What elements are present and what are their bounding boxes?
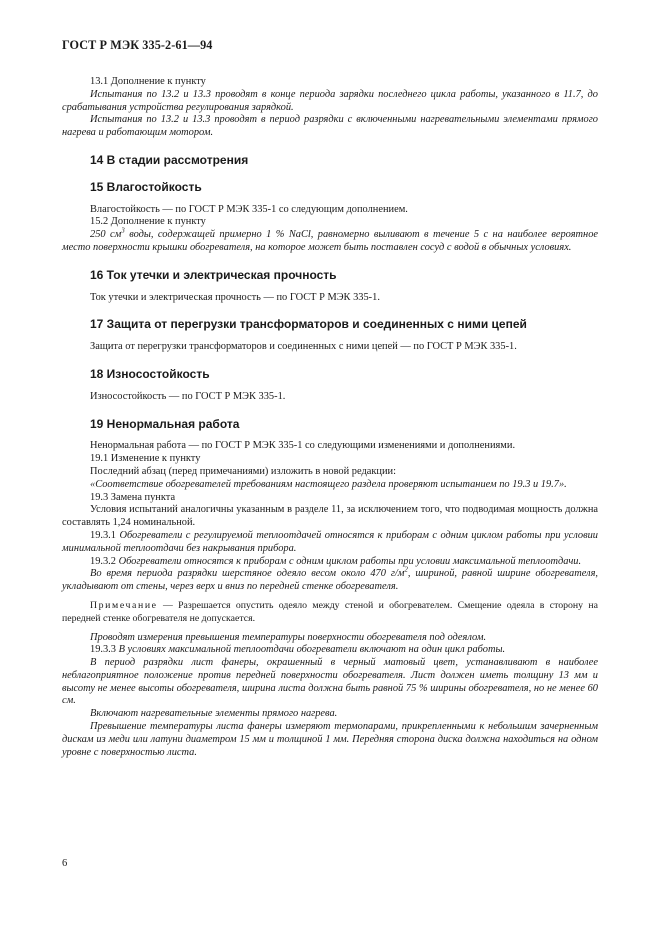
section-16-text: Ток утечки и электрическая прочность — по ГОСТ Р МЭК 335-1.: [90, 291, 380, 303]
clause-19-3-1: 19.3.1 Обогреватели с регулируемой теплоотдачей относятся к приборам с одним циклом работы при условии минимальной теплоотдачи без накрывания прибора.: [62, 529, 599, 554]
clause-19-3-3-thermocouples: Превышение температуры листа фанеры измеряют термопарами, прикрепленными к небольшим зачерненным дискам из меди или латуни диаметром 15 мм и толщиной 1 мм. Передняя сторона диска должна находиться на одном уровне с поверхностью листа.: [62, 721, 598, 758]
clause-19-3-3: 19.3.3 В условиях максимальной теплоотдачи обогреватели включают на один цикл работы.: [90, 644, 506, 656]
section-16-heading: 16 Ток утечки и электрическая прочность: [90, 267, 337, 282]
clause-19-3-text: Условия испытаний аналогичны указанным в разделе 11, за исключением того, что подводимая мощность должна составлять 1,24 номинальной.: [62, 504, 598, 529]
clause-19-3-2-blanket: Во время периода разрядки шерстяное одеяло весом около 470 $г/м^2$, шириной, равной ширине обогревателя, укладывают от стены, через верх и вниз по передней стенке обогревателя.: [62, 565, 599, 593]
clause-15-2-text: 250 $см^3$ воды, содержащей примерно 1 % NaCl, равномерно выливают в течение 5 с на наиболее вероятное место поверхности крышки обогревателя, на которое может быть поставлен сосуд с водой в обычных условиях.: [62, 226, 599, 253]
clause-19-3-3-heating: Включают нагревательные элементы прямого нагрева.: [90, 708, 338, 720]
clause-13-1: 13.1 Дополнение к пункту: [90, 76, 206, 87]
section-19-heading: 19 Ненормальная работа: [90, 416, 240, 431]
clause-19-3: 19.3 Замена пункта: [90, 491, 176, 503]
clause-19-3-2-measure: Проводят измерения превышения температуры поверхности обогревателя под одеялом.: [90, 631, 487, 643]
clause-19-3-3-plywood: В период разрядки лист фанеры, окрашенный в черный матовый цвет, устанавливают в наиболее неблагоприятное положение против передней поверхности обогревателя. Лист должен иметь толщину 13 мм и высоту не менее высоты обогревателя, ширина листа должна быть равной 75 % ширины обогревателя, но не менее 60 см.: [62, 657, 598, 707]
clause-13-1-text-a: Испытания по 13.2 и 13.3 проводят в конце периода зарядки последнего цикла работы, указанного в 11.7, до срабатывания устройства регулирования зарядкой.: [62, 88, 598, 113]
section-15-heading: 15 Влагостойкость: [90, 179, 202, 194]
clause-15-2: 15.2 Дополнение к пункту: [90, 216, 206, 228]
page-number: 6: [62, 858, 68, 869]
section-17-text: Защита от перегрузки трансформаторов и соединенных с ними цепей — по ГОСТ Р МЭК 335-1.: [90, 341, 517, 353]
clause-13-1-text-b: Испытания по 13.2 и 13.3 проводят в период разрядки с включенными нагревательными элементами прямого нагрева и работающим мотором.: [62, 114, 598, 139]
section-15-intro: Влагостойкость — по ГОСТ Р МЭК 335-1 со следующим дополнением.: [90, 203, 408, 215]
note: Примечание — Разрешается опустить одеяло между стеной и обогревателем. Смещение одеяла в сторону на передней стенке обогревателя не допускается.: [62, 599, 598, 624]
clause-19-3-2: 19.3.2 Обогреватели относятся к приборам с одним циклом работы при условии максимальной теплоотдачи.: [90, 555, 582, 567]
clause-19-1: 19.1 Изменение к пункту: [90, 453, 201, 465]
section-19-intro: Ненормальная работа — по ГОСТ Р МЭК 335-1 со следующими изменениями и дополнениями.: [90, 440, 516, 452]
document-body: [62, 76, 599, 759]
clause-19-1-quote: «Соответствие обогревателей требованиям настоящего раздела проверяют испытанием по 19.3 и 19.7».: [90, 478, 567, 490]
section-17-heading: 17 Защита от перегрузки трансформаторов и соединенных с ними цепей: [90, 317, 527, 332]
section-18-text: Износостойкость — по ГОСТ Р МЭК 335-1.: [90, 390, 286, 402]
note-label: Примечание: [90, 599, 158, 611]
clause-19-1-text: Последний абзац (перед примечаниями) изложить в новой редакции:: [90, 465, 396, 477]
section-18-heading: 18 Износостойкость: [90, 366, 210, 381]
document-header: ГОСТ Р МЭК 335-2-61—94: [62, 38, 213, 52]
section-14-heading: 14 В стадии рассмотрения: [90, 152, 249, 167]
